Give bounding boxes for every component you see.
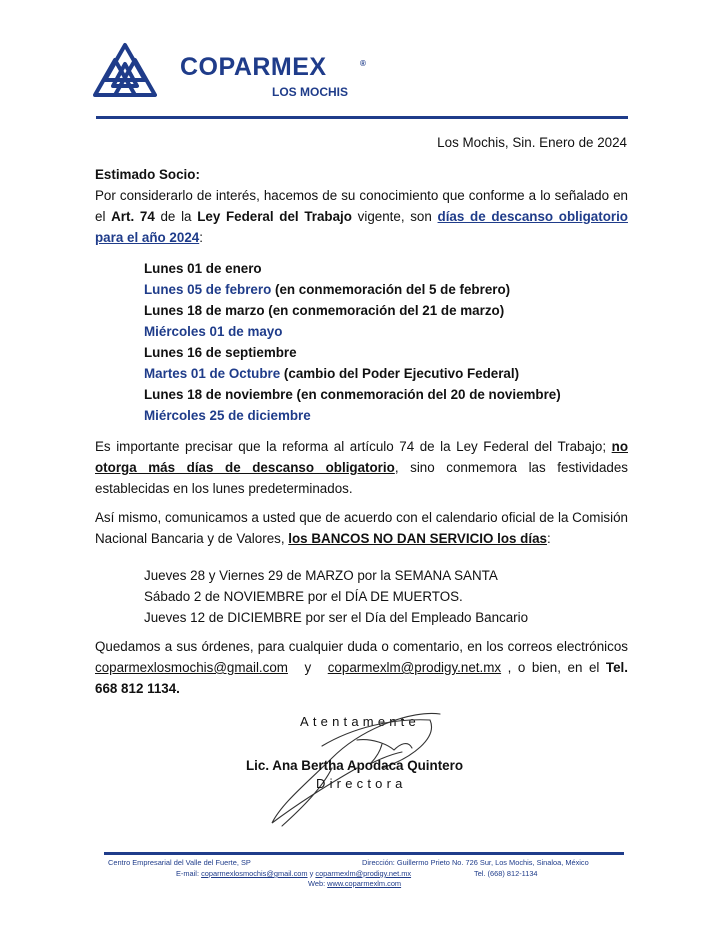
contact-paragraph [95, 636, 628, 699]
footer-web-label: Web: [308, 879, 328, 888]
date-line: Los Mochis, Sin. Enero de 2024 [437, 135, 627, 150]
greeting: Estimado Socio: [95, 167, 200, 182]
signer-name: Lic. Ana Bertha Apodaca Quintero [246, 758, 464, 773]
holiday-date: Lunes 18 de noviembre (en conmemoración del 20 de noviembre) [144, 387, 561, 402]
intro-paragraph [95, 185, 628, 248]
reform-text-1: Es importante precisar que la reforma al artículo 74 de la Ley Federal del Trabajo; [95, 439, 612, 454]
footer-email-sep: y [307, 869, 316, 878]
holiday-item [144, 342, 561, 363]
reform-text-2: , sino conmemora las festividades establecidas en los lunes predeterminados. [95, 460, 629, 496]
holiday-item [144, 279, 561, 300]
footer-phone: Tel. (668) 812-1134 [474, 869, 538, 878]
holiday-item [144, 300, 561, 321]
holiday-list [144, 258, 561, 426]
intro-article: Art. 74 [111, 209, 155, 224]
intro-text-4: : [199, 230, 203, 245]
footer-contact [176, 869, 411, 879]
banks-emphasis: los BANCOS NO DAN SERVICIO los días [288, 531, 547, 546]
contact-email-link[interactable]: coparmexlosmochis@gmail.com [95, 660, 288, 675]
footer-address: Dirección: Guillermo Prieto No. 726 Sur, Los Mochis, Sinaloa, México [362, 858, 589, 867]
holiday-date: Miércoles 01 de mayo [144, 324, 283, 339]
footer-email-label: E-mail: [176, 869, 202, 878]
coparmex-triangles-logo-icon [93, 42, 157, 100]
holiday-item [144, 384, 561, 405]
holiday-note: (cambio del Poder Ejecutivo Federal) [280, 366, 520, 381]
holiday-date: Lunes 05 de febrero [144, 282, 272, 297]
banks-text-2: : [546, 531, 551, 546]
contact-email-link[interactable]: coparmexlm@prodigy.net.mx [327, 660, 502, 675]
footer-web-link[interactable]: www.coparmexlm.com [327, 879, 402, 888]
contact-text-3: , o bien, en el [501, 660, 606, 675]
intro-text-2: de la [154, 209, 198, 224]
contact-text-2: y [287, 660, 328, 675]
holiday-date: Miércoles 25 de diciembre [144, 408, 311, 423]
signer-role: Directora [316, 776, 407, 791]
holiday-date: Martes 01 de Octubre [144, 366, 281, 381]
banks-paragraph [95, 507, 628, 549]
brand-name: COPARMEX [180, 53, 327, 81]
intro-text-3: vigente, son [351, 209, 438, 224]
footer-divider [104, 852, 624, 855]
holiday-item [144, 363, 561, 384]
brand-subtitle: LOS MOCHIS [272, 85, 349, 99]
holiday-note: (en conmemoración del 5 de febrero) [271, 282, 511, 297]
registered-mark: ® [360, 59, 366, 68]
intro-law: Ley Federal del Trabajo [197, 209, 352, 224]
holiday-date: Lunes 16 de septiembre [144, 345, 297, 360]
intro-text-1: Por considerarlo de interés, hacemos de su conocimiento que conforme a lo señalado en el [95, 188, 628, 224]
footer-email-link[interactable]: coparmexlosmochis@gmail.com [201, 869, 308, 878]
bank-day-item: Jueves 28 y Viernes 29 de MARZO por la SEMANA SANTA [144, 568, 498, 583]
footer-email-link[interactable]: coparmexlm@prodigy.net.mx [315, 869, 412, 878]
holiday-item [144, 405, 561, 426]
bank-day-item: Sábado 2 de NOVIEMBRE por el DÍA DE MUERTOS. [144, 589, 463, 604]
reform-emphasis: no otorga más días de descanso obligatorio [95, 439, 628, 475]
header-divider [96, 116, 628, 119]
footer-web [308, 879, 401, 889]
holiday-date: Lunes 01 de enero [144, 261, 262, 276]
holiday-item [144, 258, 561, 279]
closing-salutation: Atentamente [300, 714, 420, 729]
bank-day-item: Jueves 12 de DICIEMBRE por ser el Día del Empleado Bancario [144, 610, 529, 625]
holiday-item [144, 321, 561, 342]
holiday-date: Lunes 18 de marzo (en conmemoración del 21 de marzo) [144, 303, 505, 318]
bank-days-list [144, 565, 528, 628]
footer-left: Centro Empresarial del Valle del Fuerte, SP [108, 858, 251, 867]
intro-holidays-phrase: días de descanso obligatorio para el año 2024 [95, 209, 628, 245]
reform-paragraph [95, 436, 628, 499]
contact-text-1: Quedamos a sus órdenes, para cualquier duda o comentario, en los correos electrónicos [95, 639, 628, 654]
banks-text-1: Así mismo, comunicamos a usted que de acuerdo con el calendario oficial de la Comisión Nacional Bancaria y de Valores, [95, 510, 628, 546]
contact-phone: Tel. 668 812 1134. [95, 660, 628, 696]
